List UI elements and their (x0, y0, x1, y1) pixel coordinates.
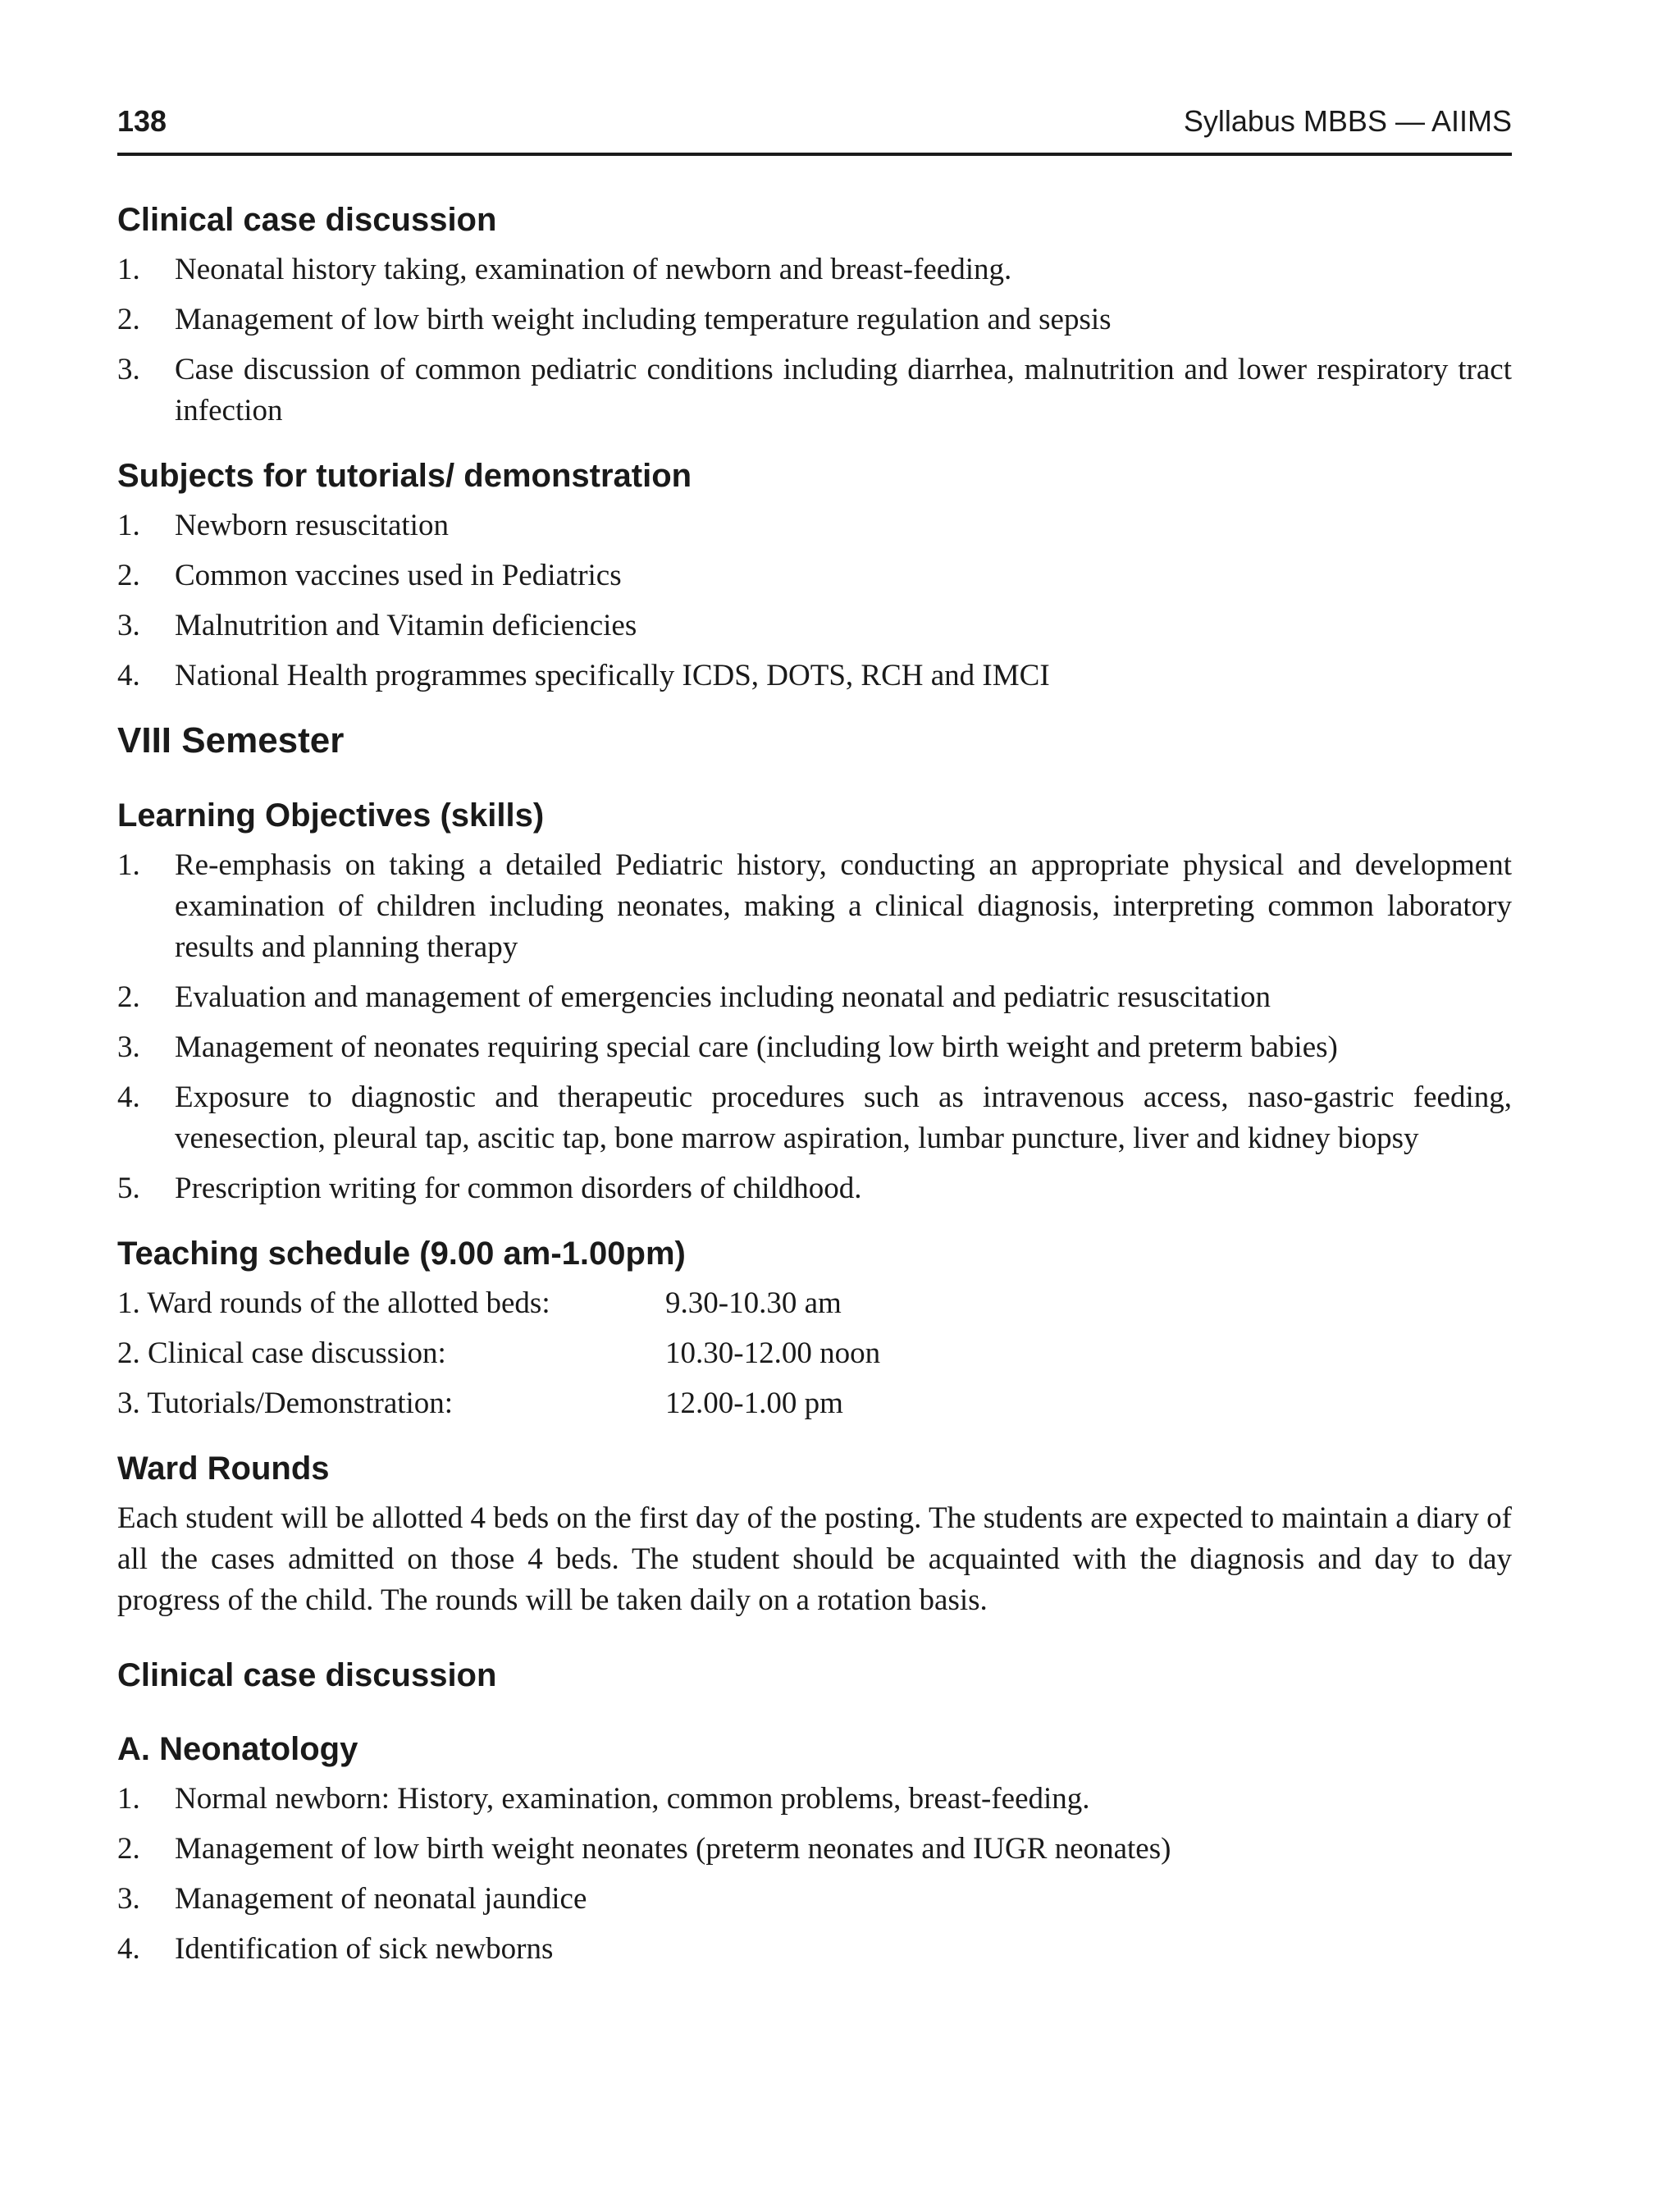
list-item-text: Malnutrition and Vitamin deficiencies (175, 609, 637, 642)
list-item-number: 4. (117, 1931, 140, 1966)
list-item-text: Case discussion of common pediatric conditions including diarrhea, malnutrition and lower respiratory tract infection (175, 353, 1512, 427)
list-item-number: 3. (117, 353, 140, 386)
list-item (117, 1929, 1512, 1970)
list-item (117, 1027, 1512, 1068)
list-item-text: Common vaccines used in Pediatrics (175, 559, 622, 592)
list-item (117, 656, 1512, 697)
list-item-number: 4. (117, 659, 140, 692)
list-item-number: 1. (117, 253, 140, 286)
list-item-text: Identification of sick newborns (175, 1931, 554, 1966)
schedule-row (117, 1283, 1512, 1324)
list-item-number: 2. (117, 303, 140, 336)
list-item-number: 3. (117, 1881, 140, 1916)
list-item-text: Prescription writing for common disorders of childhood. (175, 1171, 862, 1205)
section-heading-clinical-case-2: Clinical case discussion (117, 1656, 497, 1693)
list-item (117, 349, 1512, 432)
schedule-label: 1. Ward rounds of the allotted beds: (117, 1286, 550, 1320)
list-item-text: Management of low birth weight neonates (preterm neonates and IUGR neonates) (175, 1831, 1171, 1866)
list-item-text: Newborn resuscitation (175, 509, 449, 542)
list-item-text: Management of neonatal jaundice (175, 1881, 587, 1916)
list-item-number: 3. (117, 609, 140, 642)
running-header (117, 104, 1512, 156)
list-item-number: 1. (117, 1781, 140, 1816)
list-item-text: Exposure to diagnostic and therapeutic procedures such as intravenous access, naso-gastric feeding, venesection, pleural tap, ascitic tap, bone marrow aspiration, lumbar puncture, liver and kidney biopsy (175, 1080, 1512, 1155)
list-item-text: National Health programmes specifically ICDS, DOTS, RCH and IMCI (175, 659, 1050, 692)
clinical-case-list (117, 249, 1512, 432)
tutorials-list (117, 505, 1512, 697)
list-item (117, 555, 1512, 596)
list-item-number: 1. (117, 509, 140, 542)
list-item-text: Neonatal history taking, examination of newborn and breast-feeding. (175, 253, 1012, 286)
list-item (117, 977, 1512, 1018)
semester-heading: VIII Semester (117, 720, 345, 761)
schedule-label: 3. Tutorials/Demonstration: (117, 1386, 454, 1420)
schedule-time: 12.00-1.00 pm (665, 1386, 843, 1420)
section-heading-learning-objectives: Learning Objectives (skills) (117, 797, 545, 834)
schedule-time: 10.30-12.00 noon (665, 1336, 881, 1370)
list-item-text: Re-emphasis on taking a detailed Pediatric history, conducting an appropriate physical and development examination of children including neonates, making a clinical diagnosis, interpreting common laboratory results and planning therapy (175, 847, 1512, 964)
schedule-time: 9.30-10.30 am (665, 1286, 842, 1320)
teaching-schedule-table (117, 1283, 1512, 1424)
section-heading-teaching-schedule: Teaching schedule (9.00 am-1.00pm) (117, 1235, 686, 1272)
list-item-number: 4. (117, 1080, 140, 1114)
list-item (117, 299, 1512, 340)
list-item (117, 605, 1512, 646)
section-heading-tutorials: Subjects for tutorials/ demonstration (117, 458, 692, 494)
list-item-text: Management of low birth weight including temperature regulation and sepsis (175, 303, 1112, 336)
list-item (117, 249, 1512, 290)
list-item-text: Management of neonates requiring special care (including low birth weight and preterm babies) (175, 1030, 1338, 1064)
list-item (117, 1168, 1512, 1209)
section-heading-neonatology: A. Neonatology (117, 1730, 358, 1767)
schedule-row (117, 1383, 1512, 1424)
ward-rounds-paragraph: Each student will be allotted 4 beds on the first day of the posting. The students are expected to maintain a diary of all the cases admitted on those 4 beds. The student should be acquainted with the diagnosis and day to day progress of the child. The rounds will be taken daily on a rotation basis. (117, 1501, 1512, 1617)
list-item (117, 1077, 1512, 1159)
list-item-number: 3. (117, 1030, 140, 1064)
list-item-number: 2. (117, 1831, 140, 1866)
list-item-text: Evaluation and management of emergencies including neonatal and pediatric resuscitation (175, 980, 1271, 1014)
schedule-label: 2. Clinical case discussion: (117, 1336, 446, 1370)
list-item (117, 505, 1512, 546)
running-title: Syllabus MBBS — AIIMS (1183, 104, 1512, 138)
neonatology-list (117, 1779, 1512, 1970)
page-number: 138 (117, 104, 167, 138)
learning-objectives-list (117, 845, 1512, 1209)
list-item-text: Normal newborn: History, examination, common problems, breast-feeding. (175, 1781, 1090, 1816)
list-item (117, 1879, 1512, 1920)
section-heading-clinical-case: Clinical case discussion (117, 202, 497, 238)
schedule-row (117, 1333, 1512, 1374)
section-heading-ward-rounds: Ward Rounds (117, 1450, 330, 1487)
list-item (117, 1779, 1512, 1820)
list-item (117, 1829, 1512, 1870)
list-item-number: 2. (117, 980, 140, 1014)
document-page (117, 104, 1512, 1979)
list-item-number: 5. (117, 1171, 140, 1205)
list-item-number: 2. (117, 559, 140, 592)
list-item (117, 845, 1512, 968)
list-item-number: 1. (117, 847, 140, 882)
